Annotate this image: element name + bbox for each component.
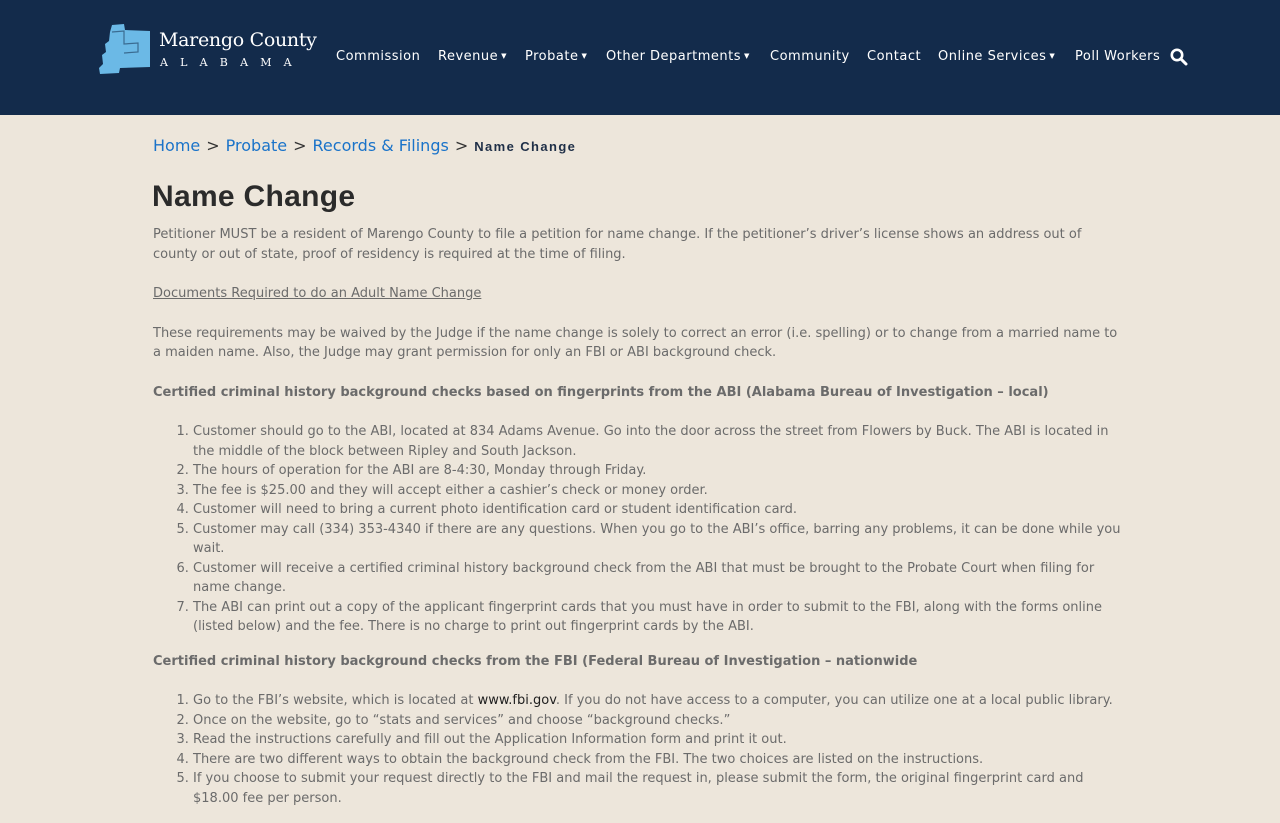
breadcrumb-probate[interactable]: Probate	[225, 136, 288, 155]
list-item	[193, 691, 1128, 711]
list-item: 3. The fee is $25.00 and they will accept either a cashier’s check or money order.	[193, 481, 1128, 501]
nav-label: Commission	[336, 49, 421, 64]
search-icon	[1170, 48, 1188, 66]
breadcrumb	[153, 136, 576, 155]
site-header	[0, 0, 1280, 115]
breadcrumb-separator: >	[206, 136, 220, 155]
intro-paragraph: Petitioner MUST be a resident of Marengo County to file a petition for name change. If the petitioner’s driver’s license shows an address out of county or out of state, proof of residency is required at the time of filing.	[153, 227, 1082, 262]
page-body	[153, 225, 1128, 823]
nav-probate[interactable]	[525, 49, 587, 64]
fbi-step-text: . If you do not have access to a computer, you can utilize one at a local public library.	[555, 693, 1113, 708]
breadcrumb-home[interactable]: Home	[153, 136, 201, 155]
caret-down-icon: ▼	[1049, 52, 1056, 60]
search-button[interactable]	[1170, 48, 1188, 66]
list-item: 1. Customer should go to the ABI, located at 834 Adams Avenue. Go into the door across the street from Flowers by Buck. The ABI is located in the middle of the block between Ripley and South Jackson.	[193, 422, 1128, 461]
page-title: Name Change	[152, 180, 356, 213]
list-item: 5. If you choose to submit your request directly to the FBI and mail the request in, please submit the form, the original fingerprint card and $18.00 fee per person.	[193, 769, 1128, 808]
nav-label: Contact	[867, 49, 922, 64]
nav-revenue[interactable]	[438, 49, 507, 64]
nav-label: Probate	[525, 49, 579, 64]
fbi-steps-list	[153, 691, 1128, 808]
documents-heading: Documents Required to do an Adult Name Change	[153, 286, 482, 301]
site-logo[interactable]	[98, 22, 328, 78]
abi-heading: Certified criminal history background checks based on fingerprints from the ABI (Alabama Bureau of Investigation – local)	[153, 384, 1049, 400]
list-item: 4. There are two different ways to obtain the background check from the FBI. The two choices are listed on the instructions.	[193, 750, 1128, 770]
list-item: 4. Customer will need to bring a current photo identification card or student identification card.	[193, 500, 1128, 520]
breadcrumb-separator: >	[293, 136, 307, 155]
fbi-heading: Certified criminal history background checks from the FBI (Federal Bureau of Investigation – nationwide	[153, 653, 918, 669]
nav-label: Community	[770, 49, 850, 64]
list-item: 6. Customer will receive a certified criminal history background check from the ABI that must be brought to the Probate Court when filing for name change.	[193, 559, 1128, 598]
fbi-website-link[interactable]: www.fbi.gov	[477, 693, 556, 708]
nav-poll-workers[interactable]	[1075, 49, 1160, 64]
caret-down-icon: ▼	[581, 52, 588, 60]
nav-other-departments[interactable]	[606, 49, 750, 64]
caret-down-icon: ▼	[501, 52, 508, 60]
nav-label: Poll Workers	[1075, 49, 1161, 64]
nav-label: Online Services	[938, 49, 1047, 64]
abi-steps-list	[153, 422, 1128, 637]
breadcrumb-records-filings[interactable]: Records & Filings	[312, 136, 449, 155]
breadcrumb-separator: >	[454, 136, 469, 155]
nav-contact[interactable]	[867, 49, 921, 64]
caret-down-icon: ▼	[743, 52, 750, 60]
nav-label: Other Departments	[606, 49, 741, 64]
breadcrumb-current: Name Change	[474, 139, 577, 154]
nav-commission[interactable]	[336, 49, 420, 64]
nav-community[interactable]	[770, 49, 850, 64]
list-item: 2. The hours of operation for the ABI are 8-4:30, Monday through Friday.	[193, 461, 1128, 481]
state-name: ALABAMA	[160, 56, 304, 69]
county-name: Marengo County	[159, 29, 317, 51]
fbi-step-text: Go to the FBI’s website, which is located at	[193, 693, 478, 708]
list-item: 3. Read the instructions carefully and fill out the Application Information form and print it out.	[193, 730, 1128, 750]
nav-online-services[interactable]	[938, 49, 1055, 64]
list-item: 7. The ABI can print out a copy of the applicant fingerprint cards that you must have in order to submit to the FBI, along with the forms online (listed below) and the fee. There is no charge to print out fingerprint cards by the ABI.	[193, 598, 1128, 637]
county-map-icon	[98, 22, 152, 76]
nav-label: Revenue	[438, 49, 499, 64]
list-item: 2. Once on the website, go to “stats and services” and choose “background checks.”	[193, 711, 1128, 731]
waiver-paragraph: These requirements may be waived by the Judge if the name change is solely to correct an error (i.e. spelling) or to change from a married name to a maiden name. Also, the Judge may grant permission for only an FBI or ABI background check.	[153, 325, 1118, 360]
list-item: 5. Customer may call (334) 353-4340 if there are any questions. When you go to the ABI’s office, barring any problems, it can be done while you wait.	[193, 520, 1128, 559]
